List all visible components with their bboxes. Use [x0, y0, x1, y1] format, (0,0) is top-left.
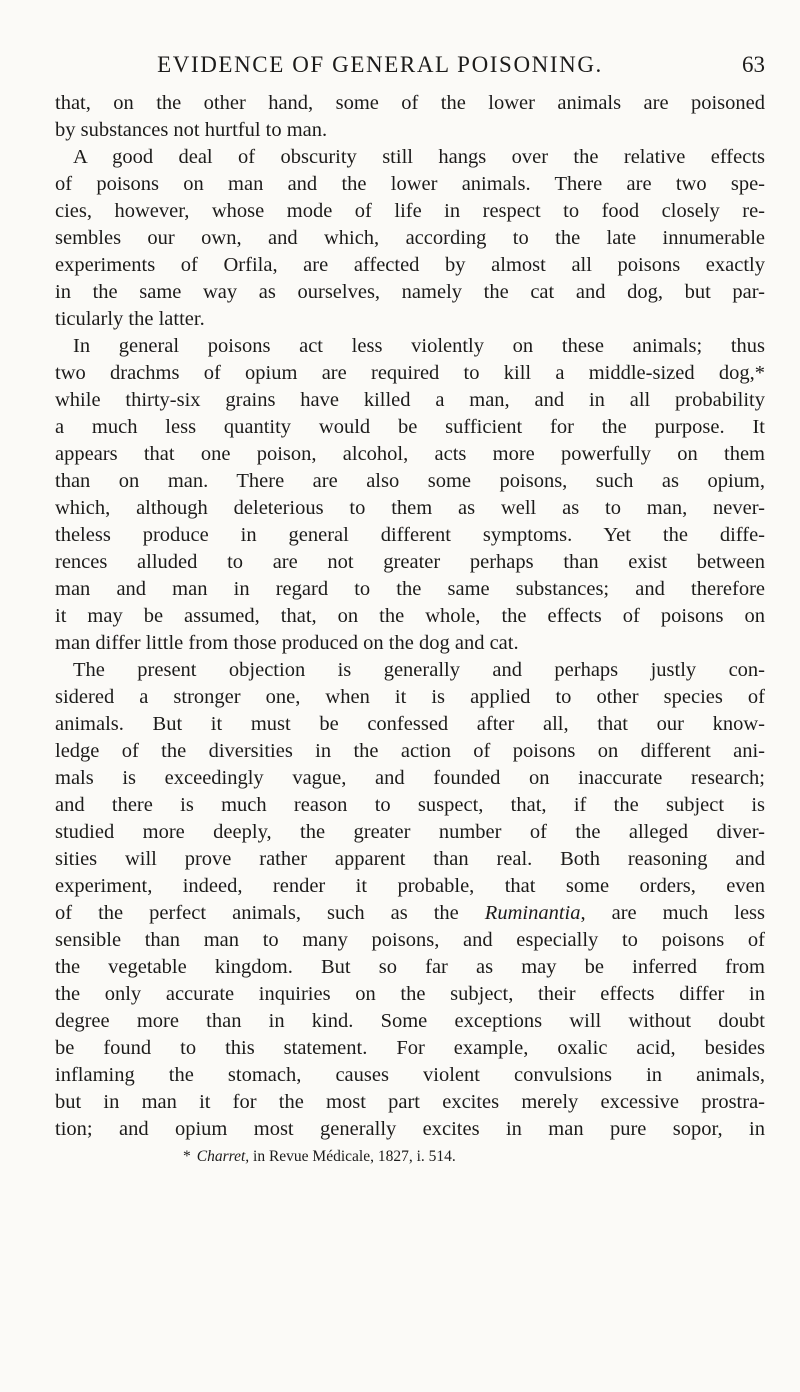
text-line: man differ little from those produced on the dog and cat. [55, 632, 519, 654]
footnote-mark: * [183, 1148, 191, 1165]
line-segment: of the perfect animals, such as the [55, 902, 485, 924]
footnote-author: Charret, [196, 1148, 250, 1165]
text-line: cies, however, whose mode of life in respect to food closely re- [55, 200, 765, 222]
text-line: of poisons on man and the lower animals. There are two spe- [55, 173, 765, 195]
text-line: be found to this statement. For example, oxalic acid, besides [55, 1037, 765, 1059]
book-page [55, 52, 765, 1167]
page-number: 63 [742, 52, 765, 77]
text-line: ledge of the diversities in the action of poisons on different ani- [55, 740, 765, 762]
text-line: it may be assumed, that, on the whole, the effects of poisons on [55, 605, 765, 627]
text-line: the only accurate inquiries on the subject, their effects differ in [55, 983, 765, 1005]
text-line: theless produce in general different symptoms. Yet the diffe- [55, 524, 765, 546]
text-line: experiments of Orfila, are affected by almost all poisons exactly [55, 254, 765, 276]
paragraph-start-line: A good deal of obscurity still hangs over the relative effects [73, 146, 765, 168]
text-line: experiment, indeed, render it probable, that some orders, even [55, 875, 765, 897]
text-line: sidered a stronger one, when it is applied to other species of [55, 686, 765, 708]
text-line: that, on the other hand, some of the lower animals are poisoned [55, 92, 765, 114]
text-line: tion; and opium most generally excites in man pure sopor, in [55, 1118, 765, 1140]
italic-term: Ruminantia [484, 902, 581, 924]
text-line-with-italic [55, 900, 765, 927]
footnote [55, 1147, 765, 1167]
text-line: which, although deleterious to them as well as to man, never- [55, 497, 765, 519]
footnote-text: in Revue Médicale, 1827, i. 514. [253, 1148, 456, 1165]
text-line: ticularly the latter. [55, 308, 205, 330]
paragraph-start-line: The present objection is generally and perhaps justly con- [73, 659, 765, 681]
text-line: man and man in regard to the same substances; and therefore [55, 578, 765, 600]
text-line: in the same way as ourselves, namely the cat and dog, but par- [55, 281, 765, 303]
text-line: while thirty-six grains have killed a man, and in all probability [55, 389, 765, 411]
text-line: two drachms of opium are required to kill a middle-sized dog,* [55, 362, 765, 384]
text-line: rences alluded to are not greater perhaps than exist between [55, 551, 765, 573]
text-line: but in man it for the most part excites merely excessive prostra- [55, 1091, 765, 1113]
text-line: sities will prove rather apparent than real. Both reasoning and [55, 848, 765, 870]
text-line: sensible than man to many poisons, and especially to poisons of [55, 929, 765, 951]
text-line: sembles our own, and which, according to the late innumerable [55, 227, 765, 249]
text-line: by substances not hurtful to man. [55, 119, 328, 141]
text-line: inflaming the stomach, causes violent convulsions in animals, [55, 1064, 765, 1086]
text-line: than on man. There are also some poisons, such as opium, [55, 470, 765, 492]
paragraph-start-line: In general poisons act less violently on these animals; thus [73, 335, 765, 357]
text-line: a much less quantity would be sufficient for the purpose. It [55, 416, 765, 438]
running-head [55, 52, 765, 90]
running-title: EVIDENCE OF GENERAL POISONING. [157, 52, 603, 77]
line-segment: , are much less [580, 902, 765, 924]
text-line: appears that one poison, alcohol, acts more powerfully on them [55, 443, 765, 465]
text-line: mals is exceedingly vague, and founded on inaccurate research; [55, 767, 765, 789]
text-line: degree more than in kind. Some exceptions will without doubt [55, 1010, 765, 1032]
text-line: studied more deeply, the greater number of the alleged diver- [55, 821, 765, 843]
text-line: animals. But it must be confessed after all, that our know- [55, 713, 765, 735]
text-line: the vegetable kingdom. But so far as may be inferred from [55, 956, 765, 978]
text-line: and there is much reason to suspect, that, if the subject is [55, 794, 765, 816]
body-text [55, 90, 765, 1143]
